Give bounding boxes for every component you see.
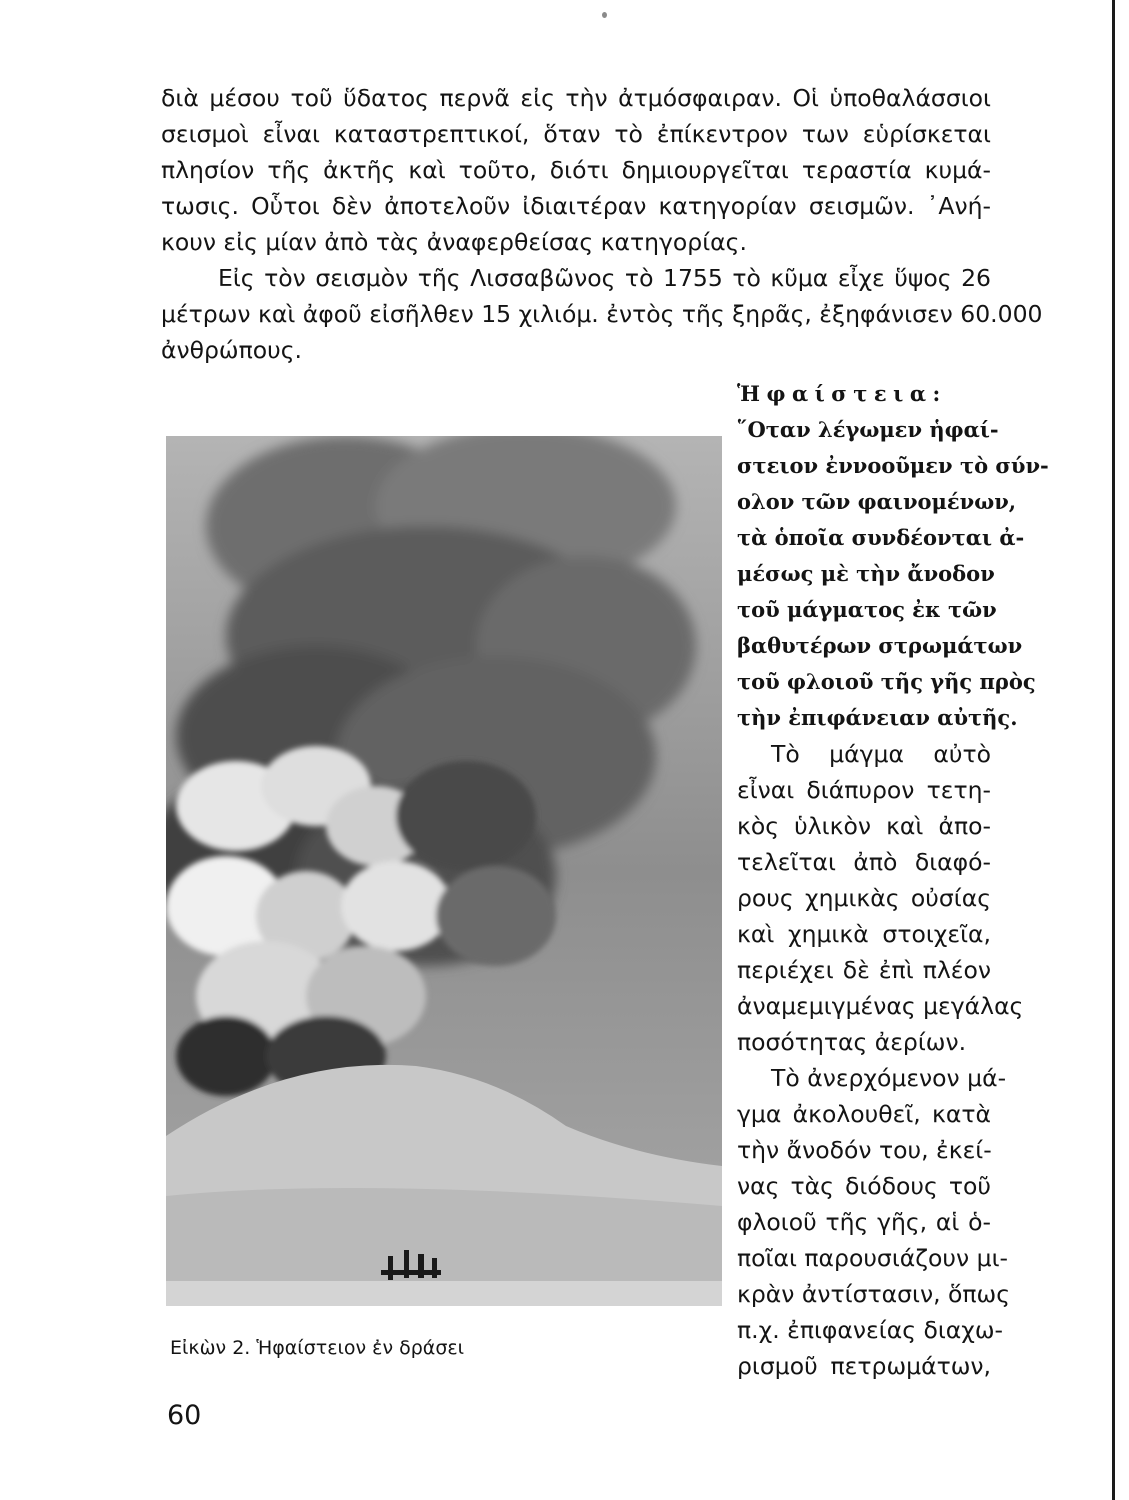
text-line: βαθυτέρων στρωμάτων xyxy=(737,633,1023,658)
text-line: πλησίον τῆς ἀκτῆς καὶ τοῦτο, διότι δημιουργεῖται τεραστία κυμά- xyxy=(161,156,991,184)
text-line: κρὰν ἀντίστασιν, ὅπως xyxy=(737,1280,1011,1308)
volcano-eruption-image xyxy=(166,436,722,1306)
text-line: σεισμοὶ εἶναι καταστρεπτικοί, ὅταν τὸ ἐπίκεντρον των εὑρίσκεται xyxy=(161,120,991,148)
text-line: ρους χημικὰς οὐσίας xyxy=(737,884,991,912)
text-line: Τὸ μάγμα αὐτὸ xyxy=(771,740,991,768)
text-line: ποῖαι παρουσιάζουν μι- xyxy=(737,1244,1008,1272)
text-line: Εἰς τὸν σεισμὸν τῆς Λισσαβῶνος τὸ 1755 τὸ κῦμα εἶχε ὕψος 26 xyxy=(218,264,991,292)
text-line: εἶναι διάπυρον τετη- xyxy=(737,776,991,804)
page-number: 60 xyxy=(167,1400,202,1431)
text-line: τὰ ὁποῖα συνδέονται ἀ- xyxy=(737,525,1025,550)
text-line: Τὸ ἀνερχόμενον μά- xyxy=(771,1064,1007,1092)
text-line: π.χ. ἐπιφανείας διαχω- xyxy=(737,1316,1004,1344)
text-line: μέσως μὲ τὴν ἄνοδον xyxy=(737,561,995,586)
text-line: στειον ἐννοοῦμεν τὸ σύν- xyxy=(737,453,1049,478)
print-speck xyxy=(602,12,607,18)
text-line: ἀνθρώπους. xyxy=(161,336,302,364)
text-line: τελεῖται ἀπὸ διαφό- xyxy=(737,848,991,876)
text-line: κὸς ὑλικὸν καὶ ἀπο- xyxy=(737,812,991,840)
section-heading: Ἡφαίστεια: xyxy=(737,381,947,406)
text-line: μέτρων καὶ ἀφοῦ εἰσῆλθεν 15 χιλιόμ. ἐντὸς τῆς ξηρᾶς, ἐξηφάνισεν 60.000 xyxy=(161,300,1043,328)
volcano-photo xyxy=(166,436,722,1306)
text-line: γμα ἀκολουθεῖ, κατὰ xyxy=(737,1100,991,1128)
text-line: τὴν ἄνοδόν του, ἐκεί- xyxy=(737,1136,992,1164)
text-line: ρισμοῦ πετρωμάτων, xyxy=(737,1352,991,1380)
page-edge xyxy=(1112,0,1115,1500)
text-line: ποσότητας ἀερίων. xyxy=(737,1028,967,1056)
text-line: ῞Οταν λέγωμεν ἡφαί- xyxy=(737,417,999,442)
text-line: κουν εἰς μίαν ἀπὸ τὰς ἀναφερθείσας κατηγορίας. xyxy=(161,228,747,256)
text-line: τοῦ μάγματος ἐκ τῶν xyxy=(737,597,997,622)
text-line: φλοιοῦ τῆς γῆς, αἱ ὁ- xyxy=(737,1208,991,1236)
text-line: διὰ μέσου τοῦ ὕδατος περνᾶ εἰς τὴν ἀτμόσφαιραν. Οἱ ὑποθαλάσσιοι xyxy=(161,84,991,112)
text-line: τὴν ἐπιφάνειαν αὐτῆς. xyxy=(737,705,1018,730)
text-line: τοῦ φλοιοῦ τῆς γῆς πρὸς xyxy=(737,669,1036,694)
text-line: περιέχει δὲ ἐπὶ πλέον xyxy=(737,956,991,984)
text-line: νας τὰς διόδους τοῦ xyxy=(737,1172,991,1200)
figure-caption: Εἰκὼν 2. Ἡφαίστειον ἐν δράσει xyxy=(170,1337,465,1359)
text-line: τωσις. Οὗτοι δὲν ἀποτελοῦν ἰδιαιτέραν κατηγορίαν σεισμῶν. ᾿Ανή- xyxy=(161,192,991,220)
text-line: ολον τῶν φαινομένων, xyxy=(737,489,1017,514)
text-line: ἀναμεμιγμένας μεγάλας xyxy=(737,992,1024,1020)
text-line: καὶ χημικὰ στοιχεῖα, xyxy=(737,920,991,948)
